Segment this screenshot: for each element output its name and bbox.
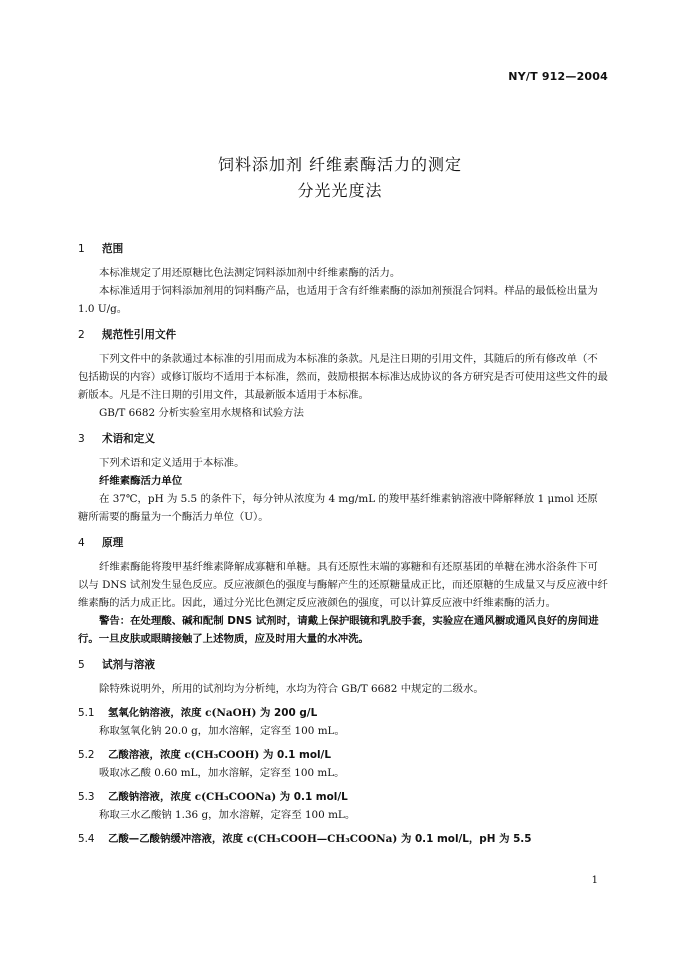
section-heading-4: 4 原理 — [78, 537, 124, 549]
safety-warning: 警告：在处理酸、碱和配制 DNS 试剂时，请戴上保护眼镜和乳胶手套，实验应在通风橱或通风良好的房间进行。一旦皮肤或眼睛接触了上述物质，应及时用大量的水冲洗。 — [78, 615, 599, 645]
normative-reference: GB/T 6682 分析实验室用水规格和试验方法 — [99, 407, 304, 419]
subsection-text-5-3: 称取三水乙酸钠 1.36 g，加水溶解，定容至 100 mL。 — [99, 809, 356, 821]
standard-code: NY/T 912—2004 — [508, 70, 608, 83]
section-1-paragraph-1: 本标准规定了用还原糖比色法测定饲料添加剂中纤维素酶的活力。 — [99, 267, 401, 279]
section-heading-2: 2 规范性引用文件 — [78, 329, 177, 341]
section-5-paragraph-1: 除特殊说明外，所用的试剂均为分析纯，水均为符合 GB/T 6682 中规定的二级水。 — [99, 683, 484, 695]
document-body — [78, 240, 608, 848]
subsection-heading-5-3: 5.3 乙酸钠溶液，浓度 c(CH₃COONa) 为 0.1 mol/L — [78, 791, 348, 803]
subsection-text-5-2: 吸取冰乙酸 0.60 mL，加水溶解，定容至 100 mL。 — [99, 767, 345, 779]
subsection-text-5-1: 称取氢氧化钠 20.0 g，加水溶解，定容至 100 mL。 — [99, 725, 345, 737]
section-heading-3: 3 术语和定义 — [78, 433, 155, 445]
document-subtitle: 分光光度法 — [297, 181, 383, 200]
section-4-paragraph-1: 纤维素酶能将羧甲基纤维素降解成寡糖和单糖。具有还原性末端的寡糖和有还原基团的单糖在沸水浴条件下可以与 DNS 试剂发生显色反应。反应液颜色的强度与酶解产生的还原糖量成正比，而还原糖的生成量又与反应液中纤维素酶的活力成正比。因此，通过分光比色测定反应液颜色的强度，可以计算反应液中纤维素酶的活力。 — [78, 561, 608, 609]
subsection-heading-5-2: 5.2 乙酸溶液，浓度 c(CH₃COOH) 为 0.1 mol/L — [78, 749, 331, 761]
document-title: 饲料添加剂 纤维素酶活力的测定 — [217, 155, 463, 174]
section-3-paragraph-1: 下列术语和定义适用于本标准。 — [99, 457, 245, 469]
section-1-paragraph-2: 本标准适用于饲料添加剂用的饲料酶产品，也适用于含有纤维素酶的添加剂预混合饲料。样品的最低检出量为 1.0 U/g。 — [78, 285, 598, 315]
subsection-heading-5-1: 5.1 氢氧化钠溶液，浓度 c(NaOH) 为 200 g/L — [78, 707, 318, 719]
page-number: 1 — [591, 875, 598, 886]
term-definition: 在 37℃，pH 为 5.5 的条件下，每分钟从浓度为 4 mg/mL 的羧甲基纤维素钠溶液中降解释放 1 μmol 还原糖所需要的酶量为一个酶活力单位（U）。 — [78, 493, 598, 523]
section-heading-5: 5 试剂与溶液 — [78, 659, 155, 671]
term-heading: 纤维素酶活力单位 — [99, 475, 183, 487]
section-2-paragraph-1: 下列文件中的条款通过本标准的引用而成为本标准的条款。凡是注日期的引用文件，其随后的所有修改单（不包括勘误的内容）或修订版均不适用于本标准，然而，鼓励根据本标准达成协议的各方研究是否可使用这些文件的最新版本。凡是不注日期的引用文件，其最新版本适用于本标准。 — [78, 353, 608, 401]
subsection-heading-5-4: 5.4 乙酸—乙酸钠缓冲溶液，浓度 c(CH₃COOH—CH₃COONa) 为 0.1 mol/L，pH 为 5.5 — [78, 833, 532, 845]
section-heading-1: 1 范围 — [78, 243, 124, 255]
